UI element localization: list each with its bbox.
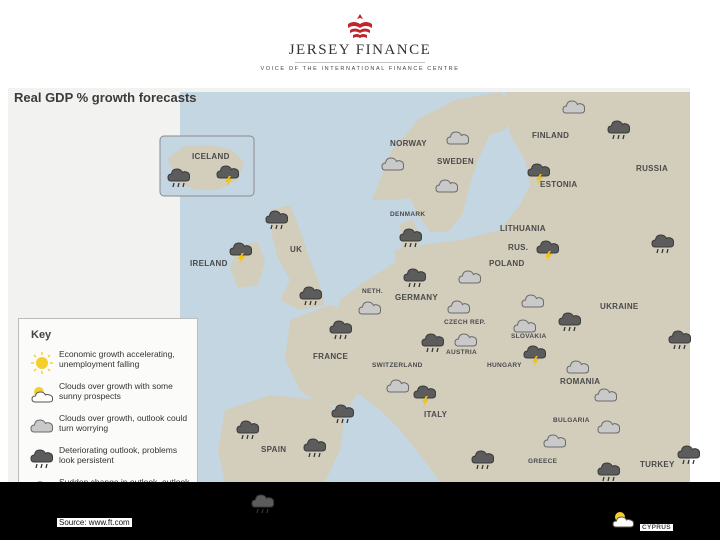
key-item-sun [29, 349, 194, 383]
source-credit: Source: www.ft.com [59, 518, 130, 527]
label-germany: GERMANY [395, 293, 438, 302]
label-turkey: TURKEY [640, 460, 675, 469]
key-text: Clouds over growth with some sunny prospects [59, 381, 173, 401]
key-item-sun-cloud [29, 381, 194, 415]
map-title: Real GDP % growth forecasts [14, 90, 197, 105]
cloud-icon [434, 175, 460, 199]
label-denmark: DENMARK [390, 211, 426, 218]
label-iceland: ICELAND [192, 152, 230, 161]
cloud-icon [565, 356, 591, 380]
label-ukraine: UKRAINE [600, 302, 639, 311]
cloud-icon [593, 384, 619, 408]
key-text: Deteriorating outlook, problems look persistent [59, 445, 178, 465]
rain-cloud-icon [302, 436, 328, 460]
sun-cloud-icon [610, 508, 636, 532]
cloud-icon [380, 153, 406, 177]
key-item-rain [29, 445, 194, 479]
cloud-icon [357, 297, 383, 321]
rain-cloud-icon [298, 284, 324, 308]
cloud-icon [542, 430, 568, 454]
cloud-icon [445, 127, 471, 151]
map-key [18, 318, 198, 508]
label-poland: POLAND [489, 259, 525, 268]
rain-cloud-icon [470, 448, 496, 472]
cloud-icon [457, 266, 483, 290]
storm-cloud-icon [522, 343, 548, 367]
label-czech: CZECH REP. [444, 319, 486, 326]
rain-cloud-icon [650, 232, 676, 256]
cloud-icon [512, 315, 538, 339]
rain-cloud-icon [330, 402, 356, 426]
rain-cloud-icon [420, 331, 446, 355]
rain-cloud-icon [264, 208, 290, 232]
label-sweden: SWEDEN [437, 157, 474, 166]
rain-cloud-icon [557, 310, 583, 334]
label-bulgaria: BULGARIA [553, 417, 590, 424]
rain-cloud-icon [606, 118, 632, 142]
rain-cloud-icon [29, 447, 55, 471]
cloud-icon [446, 296, 472, 320]
rain-cloud-icon [328, 318, 354, 342]
rain-cloud-icon [676, 443, 702, 467]
rain-cloud-icon [667, 328, 693, 352]
label-switzerland: SWITZERLAND [372, 362, 423, 369]
storm-cloud-icon [215, 163, 241, 187]
label-norway: NORWAY [390, 139, 427, 148]
label-finland: FINLAND [532, 131, 570, 140]
brand-tagline: VOICE OF THE INTERNATIONAL FINANCE CENTRE [260, 66, 460, 72]
cloud-icon [29, 415, 55, 439]
rain-cloud-icon [398, 226, 424, 250]
label-neth: NETH. [362, 288, 383, 295]
storm-cloud-icon [228, 240, 254, 264]
cloud-icon [596, 416, 622, 440]
label-greece: GREECE [528, 458, 558, 465]
label-cyprus: CYPRUS [642, 524, 671, 531]
cloud-icon [520, 290, 546, 314]
label-estonia: ESTONIA [540, 180, 578, 189]
label-rus: RUS. [508, 243, 529, 252]
rain-cloud-icon [250, 492, 276, 516]
label-france: FRANCE [313, 352, 349, 361]
key-text: Economic growth accelerating, unemployment falling [59, 349, 175, 369]
rain-cloud-icon [596, 460, 622, 484]
storm-cloud-icon [412, 383, 438, 407]
rain-cloud-icon [402, 266, 428, 290]
sun-icon [29, 351, 55, 375]
cloud-icon [453, 329, 479, 353]
cloud-icon [385, 375, 411, 399]
label-spain: SPAIN [261, 445, 287, 454]
label-austria: AUSTRIA [446, 349, 477, 356]
rain-cloud-icon [166, 166, 192, 190]
label-slovakia: SLOVAKIA [511, 333, 547, 340]
key-text: Clouds over growth, outlook could turn worrying [59, 413, 188, 433]
key-title: Key [31, 329, 52, 341]
key-item-cloud [29, 413, 194, 447]
cloud-icon [561, 96, 587, 120]
sun-cloud-icon [29, 383, 55, 407]
storm-cloud-icon [535, 238, 561, 262]
label-lithuania: LITHUANIA [500, 224, 546, 233]
label-ireland: IRELAND [190, 259, 228, 268]
label-hungary: HUNGARY [487, 362, 522, 369]
label-italy: ITALY [424, 410, 448, 419]
label-romania: ROMANIA [560, 377, 601, 386]
rain-cloud-icon [235, 418, 261, 442]
brand-name: JERSEY FINANCE [288, 42, 432, 58]
label-russia: RUSSIA [636, 164, 669, 173]
storm-cloud-icon [526, 161, 552, 185]
label-uk: UK [290, 245, 303, 254]
